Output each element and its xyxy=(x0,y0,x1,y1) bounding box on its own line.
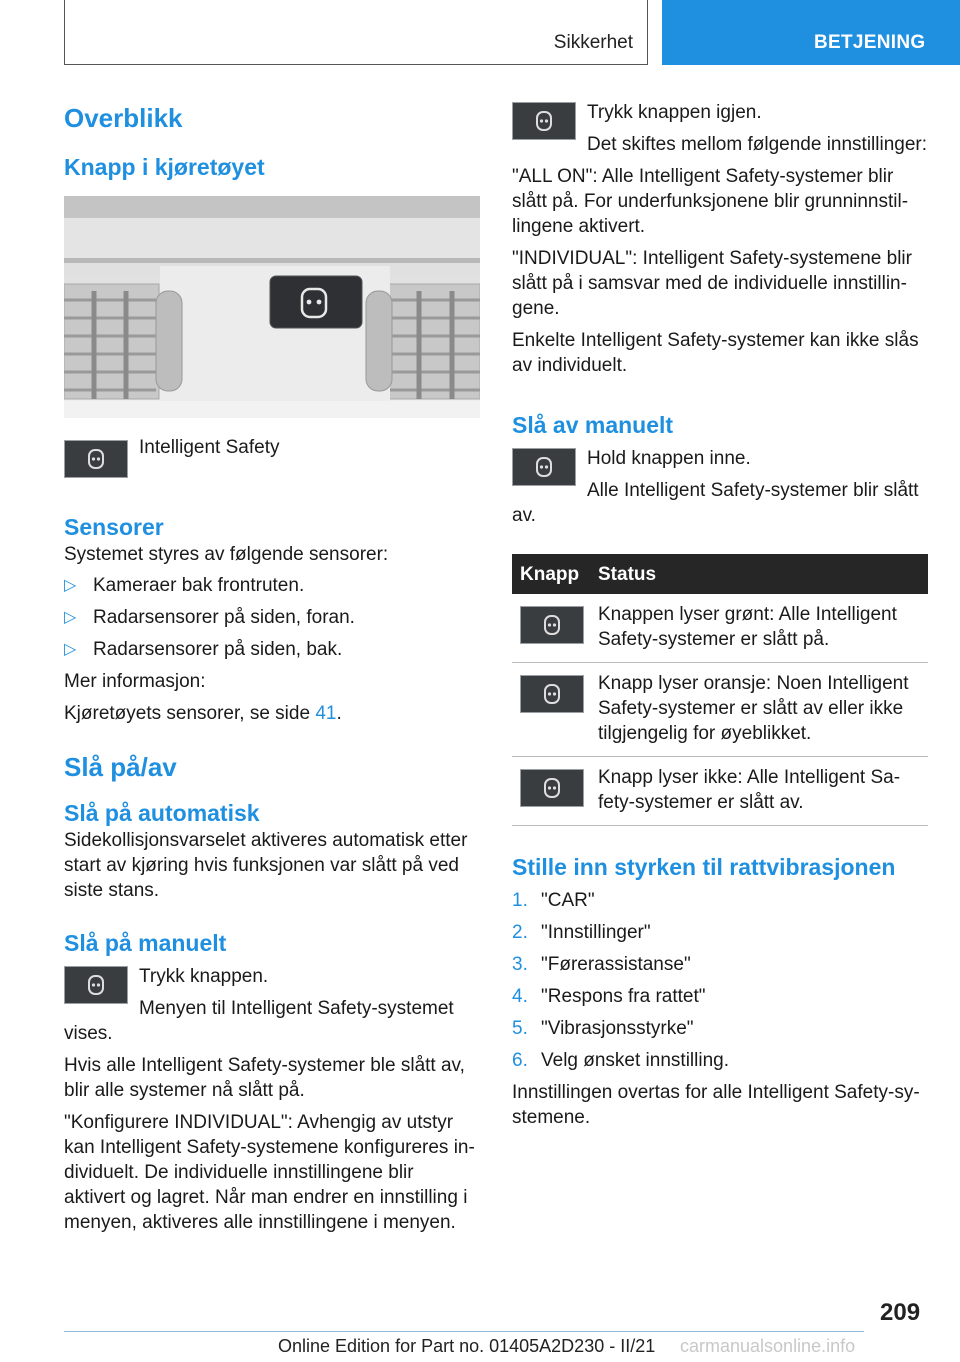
intelligent-safety-button-icon xyxy=(64,966,128,1004)
triangle-bullet-icon: ▷ xyxy=(64,577,77,594)
manual-off-block xyxy=(512,446,928,528)
page-reference-link[interactable]: 41 xyxy=(315,703,337,724)
list-item: ▷ Kameraer bak frontruten. xyxy=(64,575,305,596)
button-green-icon xyxy=(520,606,584,644)
list-item: 6. Velg ønsket innstilling. xyxy=(512,1050,729,1071)
list-item: 5. "Vibrasjonsstyrke" xyxy=(512,1018,694,1039)
all-on-text: "ALL ON": Alle Intelligent Safety-systemer blir slått på. For underfunksjonene blir grunninnstillingene aktivert. xyxy=(512,166,909,237)
intelligent-safety-label: Intelligent Safety xyxy=(139,438,280,458)
header-chapter-box xyxy=(662,0,960,65)
status-cell: Knapp lyser oransje: Noen Intelligent Safety-systemer er slått av eller ikke tilgjengelig for øyeblikket. xyxy=(590,663,928,757)
list-item: ▷ Radarsensorer på siden, foran. xyxy=(64,607,355,628)
watermark: carmanualsonline.info xyxy=(680,1336,856,1356)
status-cell: Knappen lyser grønt: Alle Intelligent Safety-systemer er slått på. xyxy=(590,594,928,663)
heading-button-in-vehicle: Knapp i kjøretøyet xyxy=(64,154,265,180)
list-item: 3. "Førerassistanse" xyxy=(512,954,691,975)
heading-manual-on: Slå på manuelt xyxy=(64,930,227,956)
list-item: 2. "Innstillinger" xyxy=(512,922,651,943)
manual-menu-text: Menyen til Intelligent Safety-systemet vises. xyxy=(64,998,454,1044)
heading-sensors: Sensorer xyxy=(64,514,164,540)
sensor-list xyxy=(64,573,480,662)
intelligent-safety-button-icon xyxy=(512,102,576,140)
manual-paragraph-1: Hvis alle Intelligent Safety-systemer ble slått av, blir alle systemer nå slått på. xyxy=(64,1055,465,1101)
more-info-label: Mer informasjon: xyxy=(64,671,206,692)
manual-on-block xyxy=(64,964,480,1046)
final-note: Innstillingen overtas for alle Intelligent Safety-systemene. xyxy=(512,1082,920,1128)
page-number: 209 xyxy=(880,1299,921,1326)
edition-note: Online Edition for Part no. 01405A2D230 - II/21 xyxy=(278,1336,656,1356)
intelligent-safety-row xyxy=(64,438,480,484)
sensors-intro: Systemet styres av følgende sensorer: xyxy=(64,544,389,565)
heading-manual-off: Slå av manuelt xyxy=(512,412,674,438)
list-item: ▷ Radarsensorer på siden, bak. xyxy=(64,639,343,660)
button-off-icon xyxy=(520,769,584,807)
status-cell: Knapp lyser ikke: Alle Intelligent Safety-systemer er slått av. xyxy=(590,757,928,826)
vibration-steps xyxy=(512,888,928,1073)
table-row xyxy=(512,663,928,757)
status-table xyxy=(512,554,928,826)
intelligent-safety-button-icon xyxy=(64,440,128,478)
sensors-reference: Kjøretøyets sensorer, se side 41. xyxy=(64,703,342,724)
header-chapter-title: BETJENING xyxy=(814,32,926,53)
column-header-button: Knapp xyxy=(512,554,590,594)
auto-on-text: Sidekollisjonsvarselet aktiveres automatisk etter start av kjøring hvis funksjonen var slått på ved siste stans. xyxy=(64,830,468,901)
press-again-block xyxy=(512,100,928,157)
heading-overview: Overblikk xyxy=(64,103,183,133)
manual-press-text: Trykk knappen. xyxy=(139,966,269,987)
table-row xyxy=(512,757,928,826)
heading-on-off: Slå på/av xyxy=(64,752,177,782)
intelligent-safety-button-icon xyxy=(512,448,576,486)
individual-text: "INDIVIDUAL": Intelligent Safety-systemene blir slått på i samsvar med de individuelle innstillingene. xyxy=(512,248,912,319)
press-again-text: Trykk knappen igjen. xyxy=(587,102,762,123)
single-systems-text: Enkelte Intelligent Safety-systemer kan ikke slås av individuelt. xyxy=(512,330,919,376)
heading-steering-vibration: Stille inn styrken til rattvibrasjonen xyxy=(512,854,896,880)
switch-settings-text: Det skiftes mellom følgende innstillinger: xyxy=(587,134,928,155)
heading-auto-on: Slå på automatisk xyxy=(64,800,260,826)
table-header-row xyxy=(512,554,928,594)
header-section-box xyxy=(64,0,648,65)
button-orange-icon xyxy=(520,675,584,713)
list-item: 4. "Respons fra rattet" xyxy=(512,986,706,1007)
manual-paragraph-2: "Konfigurere INDIVIDUAL": Avhengig av utstyr kan Intelligent Safety-systemene konfigureres individuelt. De individuelle innstillingene blir aktivert og lagret. Når man endrer en innstilling i menyen, aktiveres alle innstillingene i menyen. xyxy=(64,1112,475,1233)
dashboard-button-photo xyxy=(64,196,480,418)
list-item: 1. "CAR" xyxy=(512,890,595,911)
header-section-title: Sikkerhet xyxy=(553,32,633,53)
right-column xyxy=(512,100,928,1130)
triangle-bullet-icon: ▷ xyxy=(64,609,77,626)
column-header-status: Status xyxy=(590,554,928,594)
left-column xyxy=(64,100,480,1235)
table-row xyxy=(512,594,928,663)
triangle-bullet-icon: ▷ xyxy=(64,641,77,658)
hold-button-text: Hold knappen inne. xyxy=(587,448,751,469)
footer-divider xyxy=(64,1331,864,1332)
all-off-text: Alle Intelligent Safety-systemer blir slått av. xyxy=(512,480,919,526)
